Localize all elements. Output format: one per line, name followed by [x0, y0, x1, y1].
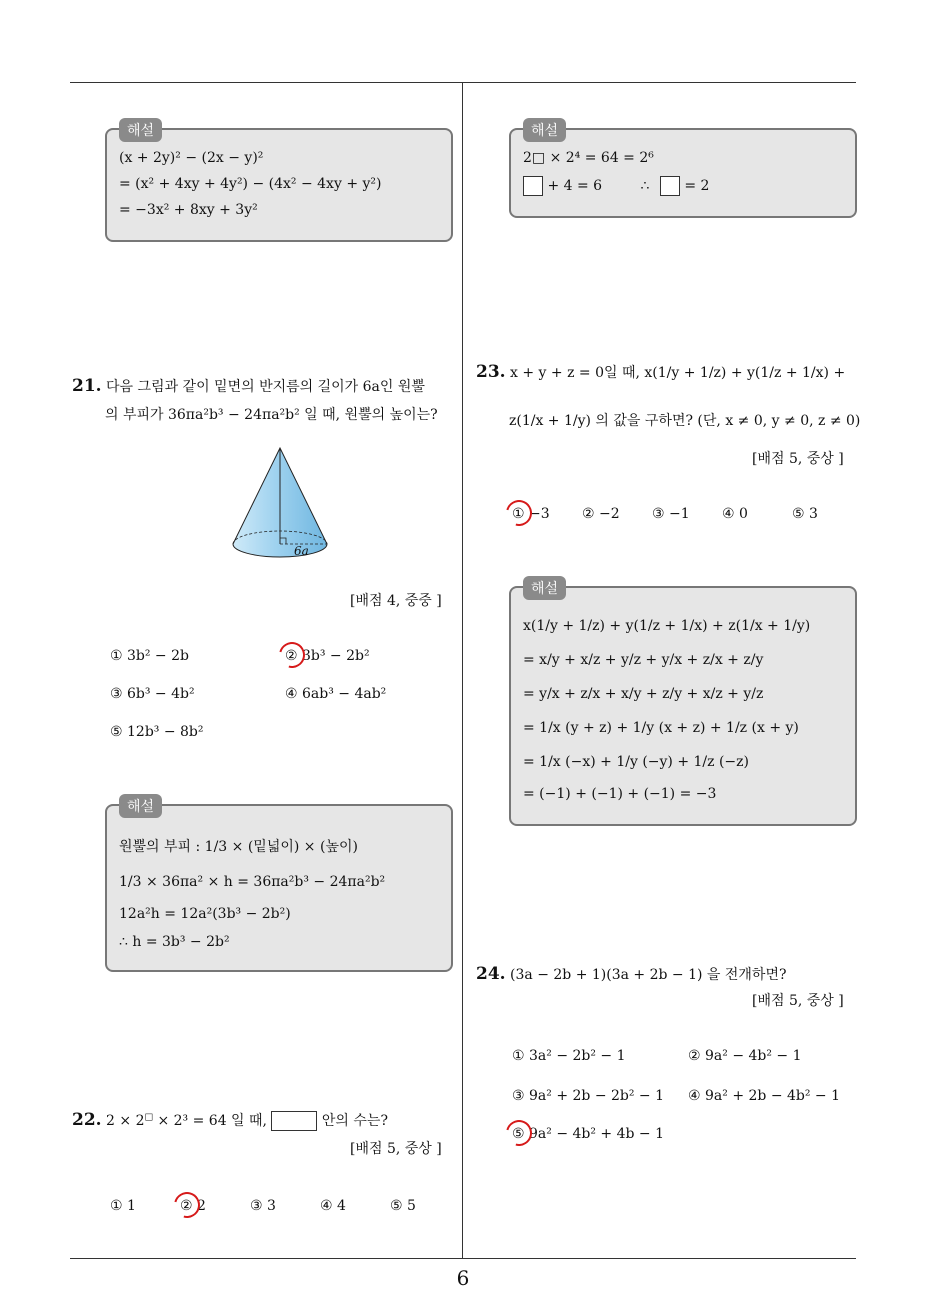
blank-square: [660, 176, 680, 196]
option-1[interactable]: ① 3a² − 2b² − 1: [512, 1048, 626, 1064]
option-4[interactable]: ④ 9a² + 2b − 4b² − 1: [688, 1088, 841, 1104]
option-4[interactable]: ④ 0: [722, 506, 748, 522]
blank-square: [523, 176, 543, 196]
solution-box-q22: [509, 123, 857, 218]
question-24: [476, 964, 787, 984]
question-text-line1: 다음 그림과 같이 밑면의 반지름의 길이가 6a인 원뿔: [106, 379, 425, 395]
therefore-symbol: ∴: [640, 178, 650, 194]
score-label: [배점 5, 중상 ]: [752, 993, 844, 1009]
question-23: [476, 362, 845, 382]
solution-line: = 1/x (−x) + 1/y (−y) + 1/z (−z): [523, 754, 749, 770]
solution-text: + 4 = 6: [547, 178, 603, 194]
option-2[interactable]: ② 2: [180, 1198, 206, 1214]
option-2[interactable]: ② 9a² − 4b² − 1: [688, 1048, 802, 1064]
solution-line: = 1/x (y + z) + 1/y (x + z) + 1/z (x + y): [523, 720, 799, 736]
option-3[interactable]: ③ −1: [652, 506, 690, 522]
score-label: [배점 4, 중중 ]: [350, 593, 442, 609]
solution-line: 1/3 × 36πa² × h = 36πa²b³ − 24πa²b²: [119, 874, 386, 890]
option-4[interactable]: ④ 6ab³ − 4ab²: [285, 686, 387, 702]
solution-box-q23: [509, 581, 857, 826]
cone-radius-label: 6a: [294, 544, 309, 558]
answer-circle-mark: [501, 1115, 537, 1151]
answer-circle-mark: [501, 495, 537, 531]
solution-line: = −3x² + 8xy + 3y²: [119, 202, 258, 218]
solution-line: 12a²h = 12a²(3b³ − 2b²): [119, 906, 291, 922]
solution-line: = (−1) + (−1) + (−1) = −3: [523, 786, 717, 802]
solution-line: [523, 176, 709, 196]
option-5[interactable]: ⑤ 3: [792, 506, 818, 522]
solution-box-q21: [105, 799, 453, 972]
solution-line: ∴ h = 3b³ − 2b²: [119, 934, 230, 950]
option-1[interactable]: ① 1: [110, 1198, 136, 1214]
question-text-line2: 의 부피가 36πa²b³ − 24πa²b² 일 때, 원뿔의 높이는?: [105, 407, 438, 423]
option-5[interactable]: ⑤ 9a² − 4b² + 4b − 1: [512, 1126, 665, 1142]
question-text-post: 안의 수는?: [321, 1113, 388, 1129]
question-21: [72, 376, 425, 396]
solution-line: x(1/y + 1/z) + y(1/z + 1/x) + z(1/x + 1/y): [523, 618, 811, 634]
question-number: 23.: [476, 362, 506, 382]
option-1[interactable]: ① −3: [512, 506, 550, 522]
question-text-line1: x + y + z = 0일 때, x(1/y + 1/z) + y(1/z + 1/x) +: [510, 365, 846, 381]
option-5[interactable]: ⑤ 5: [390, 1198, 416, 1214]
option-3[interactable]: ③ 3: [250, 1198, 276, 1214]
solution-text: = 2: [684, 178, 710, 194]
page-number: 6: [456, 1266, 470, 1290]
option-4[interactable]: ④ 4: [320, 1198, 346, 1214]
solution-line: (x + 2y)² − (2x − y)²: [119, 150, 264, 166]
question-text-mid: × 2³ = 64 일 때,: [153, 1113, 267, 1129]
option-2[interactable]: ② −2: [582, 506, 620, 522]
solution-line: = (x² + 4xy + 4y²) − (4x² − 4xy + y²): [119, 176, 382, 192]
question-text: (3a − 2b + 1)(3a + 2b − 1) 을 전개하면?: [510, 967, 787, 983]
solution-line: = x/y + x/z + y/z + y/x + z/x + z/y: [523, 652, 764, 668]
question-number: 21.: [72, 376, 102, 396]
column-divider: [462, 83, 463, 1258]
solution-tag: 해설: [119, 794, 162, 818]
solution-tag: 해설: [119, 118, 162, 142]
solution-line: 2□ × 2⁴ = 64 = 2⁶: [523, 150, 654, 166]
top-rule: [70, 82, 856, 83]
solution-box-q20: [105, 123, 453, 242]
question-text-pre: 2 × 2: [106, 1113, 145, 1129]
solution-tag: 해설: [523, 576, 566, 600]
option-3[interactable]: ③ 9a² + 2b − 2b² − 1: [512, 1088, 665, 1104]
solution-line: = y/x + z/x + x/y + z/y + x/z + y/z: [523, 686, 764, 702]
question-number: 22.: [72, 1110, 102, 1130]
question-number: 24.: [476, 964, 506, 984]
answer-blank-box: [271, 1111, 317, 1131]
question-text-line2: z(1/x + 1/y) 의 값을 구하면? (단, x ≠ 0, y ≠ 0, z ≠ 0): [509, 413, 861, 429]
option-5[interactable]: ⑤ 12b³ − 8b²: [110, 724, 204, 740]
option-3[interactable]: ③ 6b³ − 4b²: [110, 686, 195, 702]
score-label: [배점 5, 중상 ]: [752, 451, 844, 467]
option-2[interactable]: ② 3b³ − 2b²: [285, 648, 370, 664]
solution-line: 원뿔의 부피 : 1/3 × (밑넓이) × (높이): [119, 839, 358, 855]
score-label: [배점 5, 중상 ]: [350, 1141, 442, 1157]
question-22: [72, 1110, 388, 1131]
cone-figure: [228, 444, 332, 566]
answer-circle-mark: [169, 1187, 205, 1223]
answer-circle-mark: [274, 637, 310, 673]
bottom-rule: [70, 1258, 856, 1259]
solution-tag: 해설: [523, 118, 566, 142]
question-text-sup: □: [144, 1112, 153, 1123]
option-1[interactable]: ① 3b² − 2b: [110, 648, 189, 664]
